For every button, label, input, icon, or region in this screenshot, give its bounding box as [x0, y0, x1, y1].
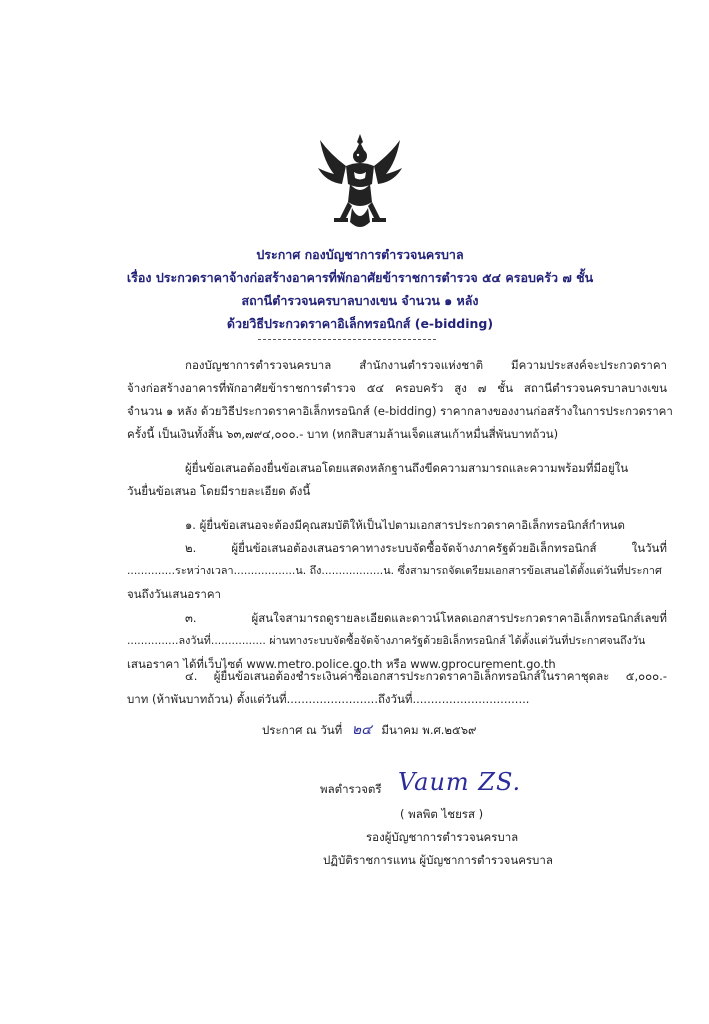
signer-rank: พลตำรวจตรี: [320, 782, 382, 796]
announcement-title: ประกาศ กองบัญชาการตำรวจนครบาล: [256, 247, 464, 262]
item-3-line: ๓. ผู้สนใจสามารถดูรายละเอียดและดาวน์โหลดเอกสารประกวดราคาอิเล็กทรอนิกส์เลขที่: [185, 611, 667, 625]
signer-name: ( พลพิต ไชยรส ): [400, 807, 484, 821]
date-suffix: มีนาคม พ.ศ.๒๕๖๙: [381, 723, 477, 737]
paragraph-1-line: ครั้งนี้ เป็นเงินทั้งสิ้น ๖๓,๗๙๔,๐๐๐.- บาท (หกสิบสามล้านเจ็ดแสนเก้าหมื่นสี่พันบาทถ้วน): [127, 427, 559, 441]
item-1: ๑. ผู้ยื่นข้อเสนอจะต้องมีคุณสมบัติให้เป็นไปตามเอกสารประกวดราคาอิเล็กทรอนิกส์กำหนด: [185, 518, 625, 532]
paragraph-2-line: ผู้ยื่นข้อเสนอต้องยื่นข้อเสนอโดยแสดงหลักฐานถึงขีดความสามารถและความพร้อมที่มีอยู่ใน: [185, 461, 629, 475]
item-4-line: ๔. ผู้ยื่นข้อเสนอต้องชำระเงินค่าซื้อเอกสารประกวดราคาอิเล็กทรอนิกส์ในราคาชุดละ ๕,๐๐๐.-: [185, 669, 667, 683]
signer-position: รองผู้บัญชาการตำรวจนครบาล: [366, 830, 519, 844]
item-2-line: จนถึงวันเสนอราคา: [127, 587, 221, 601]
paragraph-1-line: กองบัญชาการตำรวจนครบาล สำนักงานตำรวจแห่งชาติ มีความประสงค์จะประกวดราคา: [185, 358, 667, 372]
title-divider: [258, 339, 436, 340]
signer-acting: ปฏิบัติราชการแทน ผู้บัญชาการตำรวจนครบาล: [323, 853, 553, 867]
item-3-line: เสนอราคา ได้ที่เว็บไซต์ www.metro.police.go.th หรือ www.gprocurement.go.th: [127, 657, 556, 671]
paragraph-2-line: วันยื่นข้อเสนอ โดยมีรายละเอียด ดังนี้: [127, 484, 311, 498]
item-3-line: ...............ลงวันที่................ ผ่านทางระบบจัดซื้อจัดจ้างภาครัฐด้วยอิเล็กทรอนิกส์ ได้ตั้งแต่วันที่ประกาศจนถึงวัน: [127, 634, 646, 647]
item-2-line: ..............ระหว่างเวลา..................น. ถึง..................น. ซึ่งสามารถจัดเตรียมเอกสารข้อเสนอได้ตั้งแต่วันที่ประกาศ: [127, 564, 662, 577]
item-4-line: บาท (ห้าพันบาทถ้วน) ตั้งแต่วันที่.........................ถึงวันที่................................: [127, 692, 530, 706]
garuda-emblem-icon: [316, 132, 404, 234]
subject-line-1: เรื่อง ประกวดราคาจ้างก่อสร้างอาคารที่พักอาศัยข้าราชการตำรวจ ๕๔ ครอบครัว ๗ ชั้น: [126, 270, 594, 285]
subject-line-3: ด้วยวิธีประกวดราคาอิเล็กทรอนิกส์ (e-bidding): [226, 316, 494, 331]
item-2-line: ๒. ผู้ยื่นข้อเสนอต้องเสนอราคาทางระบบจัดซื้อจัดจ้างภาครัฐด้วยอิเล็กทรอนิกส์ ในวันที่: [185, 541, 667, 555]
paragraph-1-line: จำนวน ๑ หลัง ด้วยวิธีประกวดราคาอิเล็กทรอนิกส์ (e-bidding) ราคากลางของงานก่อสร้างในการประกวดราคา: [127, 404, 673, 418]
announcement-date: [262, 722, 476, 738]
paragraph-1-line: จ้างก่อสร้างอาคารที่พักอาศัยข้าราชการตำรวจ ๕๔ ครอบครัว สูง ๗ ชั้น สถานีตำรวจนครบาลบางเขน: [127, 381, 667, 395]
subject-line-2: สถานีตำรวจนครบาลบางเขน จำนวน ๑ หลัง: [241, 293, 479, 308]
date-prefix: ประกาศ ณ วันที่: [262, 723, 343, 737]
date-day: ๒๔: [351, 722, 372, 738]
handwritten-signature: Vaum ZS.: [398, 768, 522, 796]
